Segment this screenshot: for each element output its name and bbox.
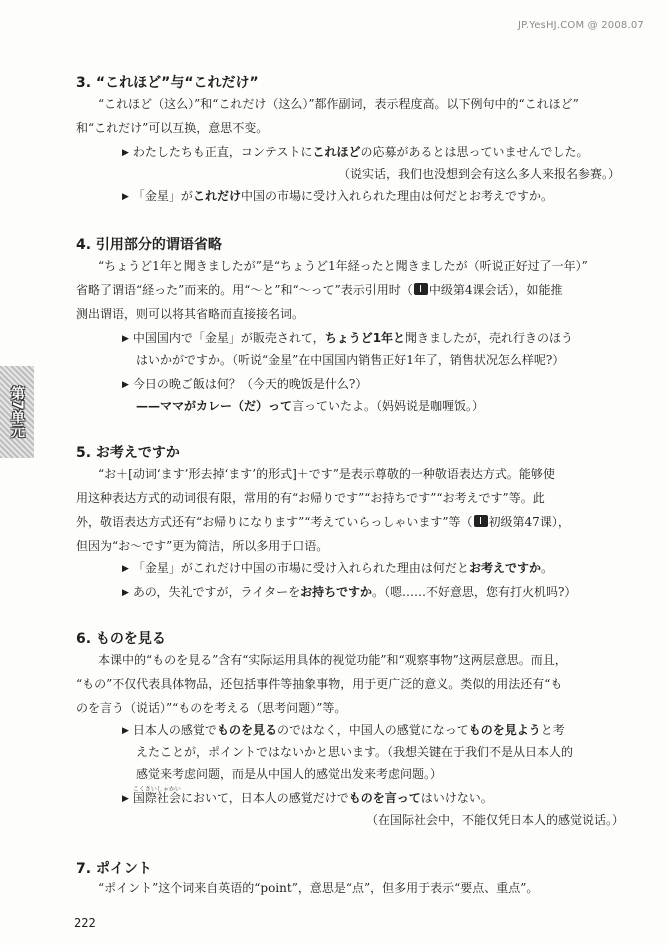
triangle-bullet-icon: ▶ [122,588,129,598]
section-4-intro-line-3: 测出谓语，则可以将其省略而直接接名词。 [76,307,305,321]
section-4-intro-line-2: 省略了谓语“経った”而来的。用“～と”和“～って”表示引用时（ 中级第4课会话），如能推 [76,283,563,297]
section-5-intro-line-4: 但因为“お～です”更为简洁，所以多用于口语。 [76,539,329,553]
section-5-example-1: ▶ 「金星」がこれだけ中国の市場に受け入れられた理由は何だとお考えですか。 [122,561,553,575]
section-6-example-2: ▶ こくさいしゃかい 国際社会において，日本人の感覚だけでものを言ってはいけない。 [122,786,493,805]
triangle-bullet-icon: ▶ [122,192,129,202]
section-6-heading: 6. ものを見る [76,631,166,647]
section-3-heading: 3. “これほど”与“これだけ” [76,75,259,91]
unit-side-tab-label: 第7单元 [9,386,25,438]
section-5-intro-line-1: “お＋[动词‘ます’形去掉‘ます’的形式]＋です”是表示尊敬的一种敬语表达方式。能够使 [98,467,555,481]
section-6-intro-line-2: “もの”不仅代表具体物品，还包括事件等抽象事物，用于更广泛的意义。类似的用法还有“も [76,677,563,691]
book-icon [414,283,428,295]
book-icon [474,515,488,527]
triangle-bullet-icon: ▶ [122,726,129,736]
unit-side-tab [0,366,34,458]
section-5-intro-line-2: 用这种表达方式的动词很有限，常用的有“お帰りです”“お持ちです”“お考えです”等。此 [76,491,545,505]
section-6-example-2-translation: （在国际社会中，不能仅凭日本人的感觉说话。） [365,813,624,827]
section-4-example-2-line-1: ▶ 今日の晩ご飯は何？（今天的晚饭是什么?） [122,377,368,391]
section-5-intro-line-3: 外，敬语表达方式还有“お帰りになります”“考えていらっしゃいます”等（ 初级第47课）， [76,515,570,529]
section-3-example-1-translation: （说实话，我们也没想到会有这么多人来报名参赛。） [337,167,620,181]
ruby-annotated-word: こくさいしゃかい 国際社会 [132,786,181,805]
triangle-bullet-icon: ▶ [122,334,129,344]
triangle-bullet-icon: ▶ [122,564,129,574]
section-3-intro-line-2: 和“これだけ”可以互换，意思不变。 [76,121,269,135]
section-6-example-1-line-2: えたことが，ポイントではないかと思います。（我想关键在于我们不是从日本人的 [136,745,574,759]
section-7-intro-line-1: “ポイント”这个词来自英语的“point”，意思是“点”，但多用于表示“要点、重点”。 [98,881,539,895]
section-6-example-1-line-3: 感觉来考虑问题，而是从中国人的感觉出发来考虑问题。） [136,767,443,781]
section-4-intro-line-1: “ちょうど1年と聞きましたが”是“ちょうど1年経ったと聞きましたが（听说正好过了一年）” [98,259,588,273]
section-5-heading: 5. お考えですか [76,445,180,461]
triangle-bullet-icon: ▶ [122,794,129,804]
section-4-example-1-line-2: はいかがですか。（听说“金星”在中国国内销售正好1年了，销售状况怎么样呢?） [136,353,565,367]
section-3-example-2: ▶ 「金星」がこれだけ中国の市場に受け入れられた理由は何だとお考えですか。 [122,189,553,203]
triangle-bullet-icon: ▶ [122,148,129,158]
section-6-intro-line-1: 本课中的“ものを見る”含有“实际运用具体的视觉功能”和“观察事物”这两层意思。而且， [98,653,567,667]
section-6-intro-line-3: のを言う（说话）”“ものを考える（思考问题）”等。 [76,701,347,715]
section-4-example-2-line-2: ——ママがカレー（だ）って言っていたよ。（妈妈说是咖喱饭。） [136,399,485,413]
section-4-example-1-line-1: ▶ 中国国内で「金星」が販売されて，ちょうど1年と聞きましたが，売れ行きのほう [122,331,574,345]
section-4-heading: 4. 引用部分的谓语省略 [76,237,222,253]
section-3-example-1: ▶ わたしたちも正直，コンテストにこれほどの応募があるとは思っていませんでした。 [122,145,589,159]
section-5-example-2: ▶ あの，失礼ですが，ライターをお持ちですか。（嗯……不好意思，您有打火机吗?） [122,585,577,599]
section-3-intro-line-1: “これほど（这么）”和“これだけ（这么）”都作副词，表示程度高。以下例句中的“これほど” [98,97,579,111]
section-6-example-1-line-1: ▶ 日本人の感覚でものを見るのではなく，中国人の感覚になってものを見ようと考 [122,723,565,737]
section-7-heading: 7. ポイント [76,861,152,877]
triangle-bullet-icon: ▶ [122,380,129,390]
watermark: JP.YesHJ.COM @ 2008.07 [518,20,644,31]
page-number: 222 [74,916,96,930]
